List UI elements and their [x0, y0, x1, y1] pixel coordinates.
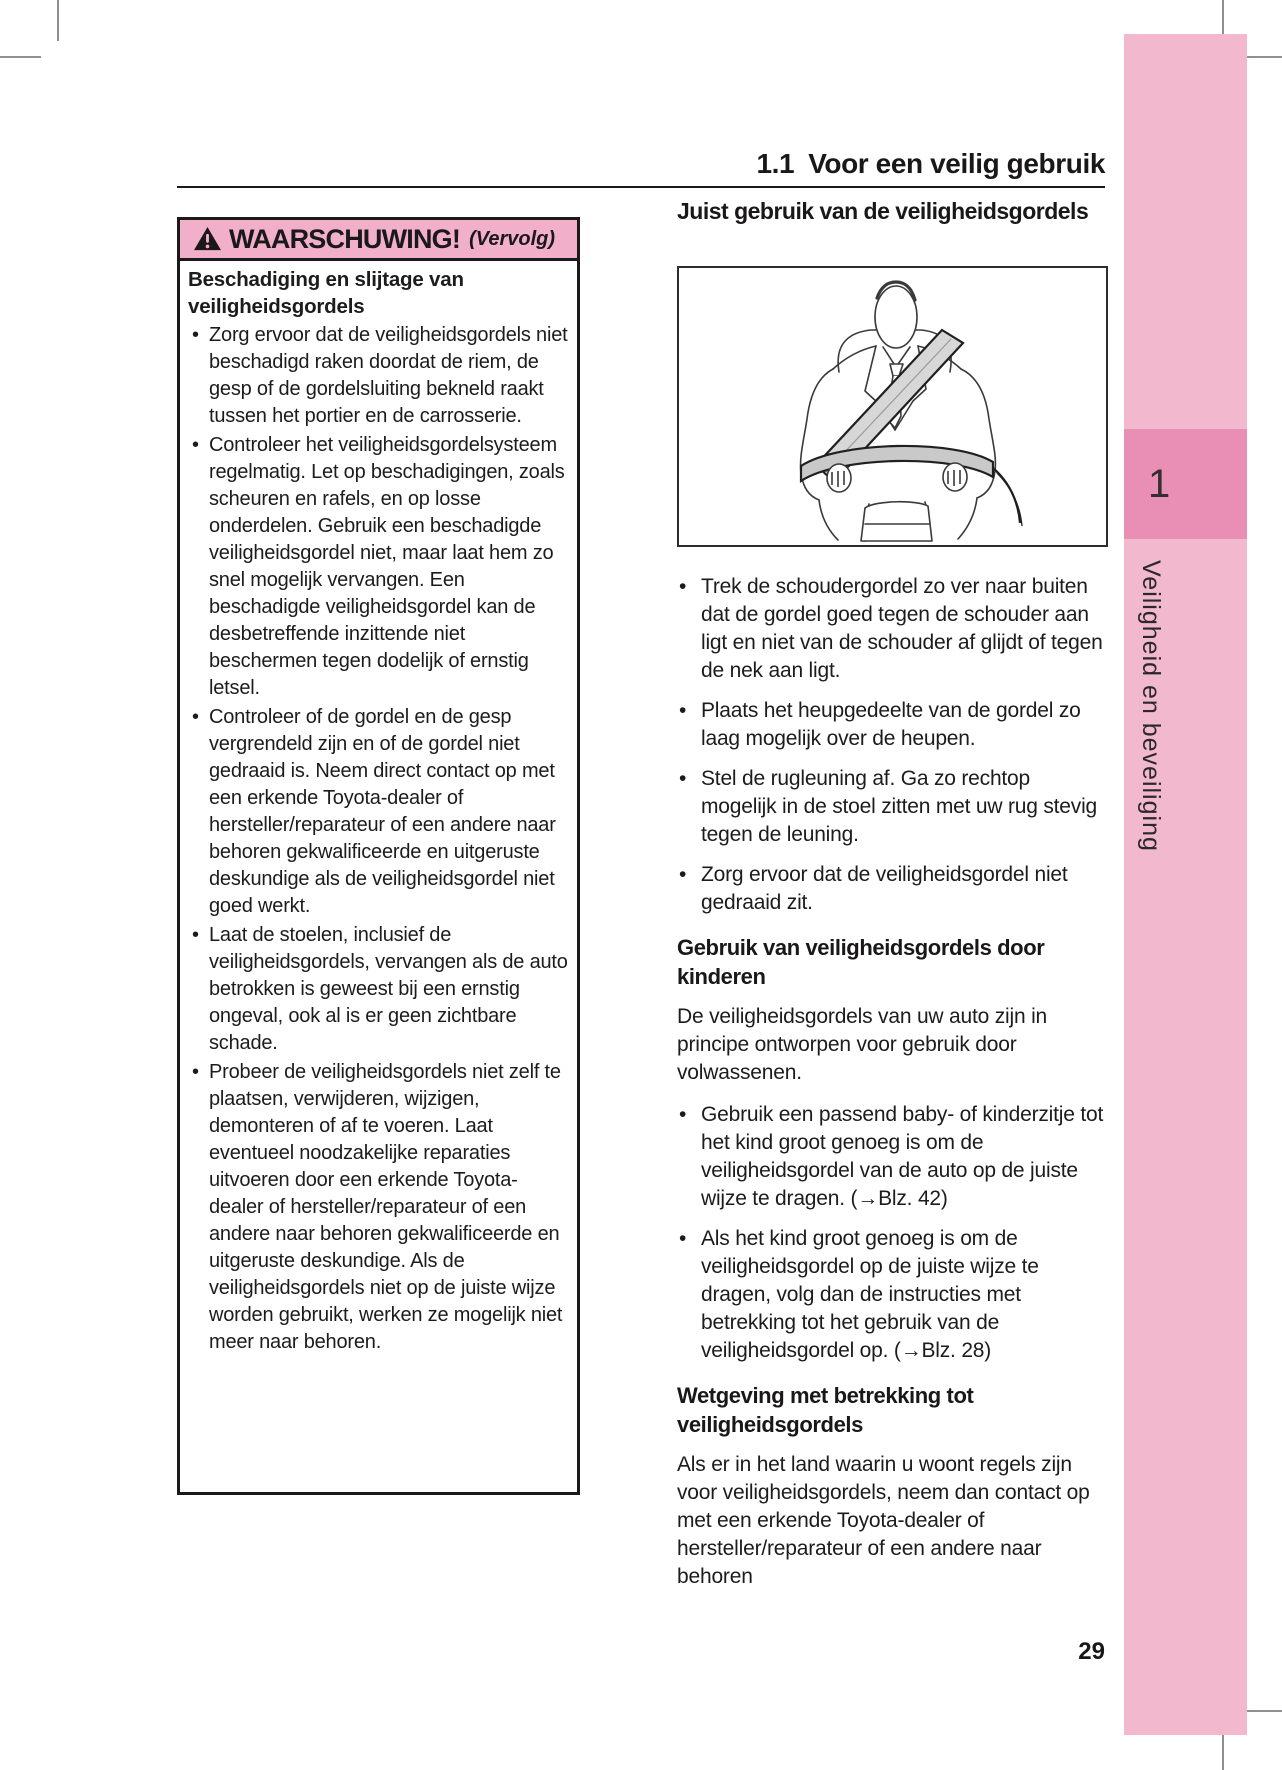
- bullet-item: [677, 861, 1108, 917]
- chapter-number: 1: [1148, 461, 1171, 506]
- bullet-text: Plaats het heupgedeelte van de gordel zo laag mogelijk over de heupen.: [701, 699, 1081, 750]
- bullet-dot: •: [192, 706, 199, 728]
- crop-mark-top-right-horizontal: [1242, 56, 1282, 58]
- children-section-intro: De veiligheidsgordels van uw auto zijn in principe ontworpen voor gebruik door volwassenen.: [677, 1005, 1048, 1084]
- crop-mark-bottom-right-horizontal: [1242, 1710, 1282, 1712]
- usage-section-heading: Juist gebruik van de veiligheidsgordels: [677, 198, 1089, 224]
- bullet-dot: •: [679, 699, 687, 722]
- bullet-item: [188, 1059, 571, 1356]
- warning-box-body: [180, 261, 577, 1362]
- children-section-heading: Gebruik van veiligheidsgordels door kinderen: [677, 935, 1045, 989]
- bullet-text: Gebruik een passend baby- of kinderzitje tot het kind groot genoeg is om de veiligheidsgordel van de auto op de juiste wijze te dragen. (→Blz. 42): [701, 1103, 1104, 1210]
- bullet-dot: •: [192, 434, 199, 456]
- warning-triangle-icon: [193, 226, 222, 252]
- bullet-item: [188, 322, 571, 430]
- bullet-item: [188, 922, 571, 1057]
- chapter-title-vertical: [1136, 560, 1165, 857]
- bullet-item: [677, 697, 1108, 753]
- right-column: [677, 196, 1108, 1591]
- bullet-dot: •: [679, 767, 687, 790]
- seatbelt-figure-box: [677, 266, 1108, 547]
- crop-mark-top-left-horizontal: [0, 56, 41, 58]
- chapter-number-box: [1124, 429, 1247, 539]
- bullet-item: [677, 1101, 1108, 1213]
- chapter-side-tab: [1124, 34, 1247, 1735]
- page-number: 29: [1078, 1638, 1105, 1665]
- bullet-dot: •: [192, 924, 199, 946]
- bullet-dot: •: [192, 324, 199, 346]
- bullet-dot: •: [679, 863, 687, 886]
- seatbelt-illustration: [679, 268, 1106, 545]
- warning-continuation: (Vervolg): [469, 227, 556, 250]
- warning-title: WAARSCHUWING!: [229, 223, 461, 254]
- section-title: Voor een veilig gebruik: [808, 148, 1105, 179]
- crop-mark-top-left-vertical: [57, 0, 59, 41]
- bullet-item: [677, 1225, 1108, 1365]
- crop-mark-top-right-vertical: [1222, 0, 1224, 34]
- warning-box-header: [180, 220, 577, 261]
- bullet-text: Laat de stoelen, inclusief de veiligheidsgordels, vervangen als de auto betrokken is geweest bij een ernstig ongeval, ook al is er geen zichtbare schade.: [209, 924, 568, 1054]
- warning-box: [177, 217, 580, 1495]
- law-section-body: Als er in het land waarin u woont regels zijn voor veiligheidsgordels, neem dan contact op met een erkende Toyota-dealer of hersteller/reparateur of een andere naar behoren: [677, 1453, 1090, 1588]
- bullet-item: [677, 573, 1108, 685]
- bullet-text: Als het kind groot genoeg is om de veiligheidsgordel op de juiste wijze te dragen, volg dan de instructies met betrekking tot het gebruik van de veiligheidsgordel op. (→Blz. 28): [701, 1227, 1039, 1362]
- bullet-dot: •: [679, 575, 687, 598]
- chapter-title-text: Veiligheid en beveiliging: [1137, 560, 1165, 852]
- bullet-dot: •: [192, 1061, 199, 1083]
- bullet-text: Probeer de veiligheidsgordels niet zelf te plaatsen, verwijderen, wijzigen, demonteren of af te voeren. Laat eventueel noodzakelijke reparaties uitvoeren door een erkende Toyota-dealer of hersteller/reparateur of een andere naar behoren gekwalificeerde en uitgeruste deskundige. Als de veiligheidsgordels niet op de juiste wijze worden gebruikt, werken ze mogelijk niet meer naar behoren.: [209, 1061, 563, 1353]
- bullet-dot: •: [679, 1227, 687, 1250]
- warning-subheading: Beschadiging en slijtage van veiligheidsgordels: [188, 268, 464, 318]
- law-section-heading: Wetgeving met betrekking tot veiligheidsgordels: [677, 1383, 974, 1437]
- warning-bullet-list: [188, 322, 571, 1356]
- bullet-text: Trek de schoudergordel zo ver naar buiten dat de gordel goed tegen de schouder aan ligt en niet van de schouder af glijdt of tegen de nek aan ligt.: [701, 575, 1103, 682]
- children-bullet-list: [677, 1101, 1108, 1365]
- bullet-text: Stel de rugleuning af. Ga zo rechtop mogelijk in de stoel zitten met uw rug stevig tegen de leuning.: [701, 767, 1098, 846]
- bullet-text: Controleer of de gordel en de gesp vergrendeld zijn en of de gordel niet gedraaid is. Neem direct contact op met een erkende Toyota-dealer of hersteller/reparateur of een andere naar behoren gekwalificeerde en uitgeruste deskundige als de veiligheidsgordel niet goed werkt.: [209, 706, 556, 917]
- bullet-item: [677, 765, 1108, 849]
- bullet-item: [188, 432, 571, 702]
- bullet-text: Zorg ervoor dat de veiligheidsgordels niet beschadigd raken doordat de riem, de gesp of de gordelsluiting bekneld raakt tussen het portier en de carrosserie.: [209, 324, 568, 427]
- usage-bullet-list: [677, 573, 1108, 917]
- bullet-text: Zorg ervoor dat de veiligheidsgordel niet gedraaid zit.: [701, 863, 1068, 914]
- section-number: 1.1: [756, 148, 795, 179]
- bullet-dot: •: [679, 1103, 687, 1126]
- bullet-item: [188, 704, 571, 920]
- header-rule: [177, 186, 1105, 188]
- running-header: [756, 148, 1105, 180]
- bullet-text: Controleer het veiligheidsgordelsysteem regelmatig. Let op beschadigingen, zoals scheuren en rafels, en op losse onderdelen. Gebruik een beschadigde veiligheidsgordel niet, maar laat hem zo snel mogelijk vervangen. Een beschadigde veiligheidsgordel kan de desbetreffende inzittende niet beschermen tegen dodelijk of ernstig letsel.: [209, 434, 565, 699]
